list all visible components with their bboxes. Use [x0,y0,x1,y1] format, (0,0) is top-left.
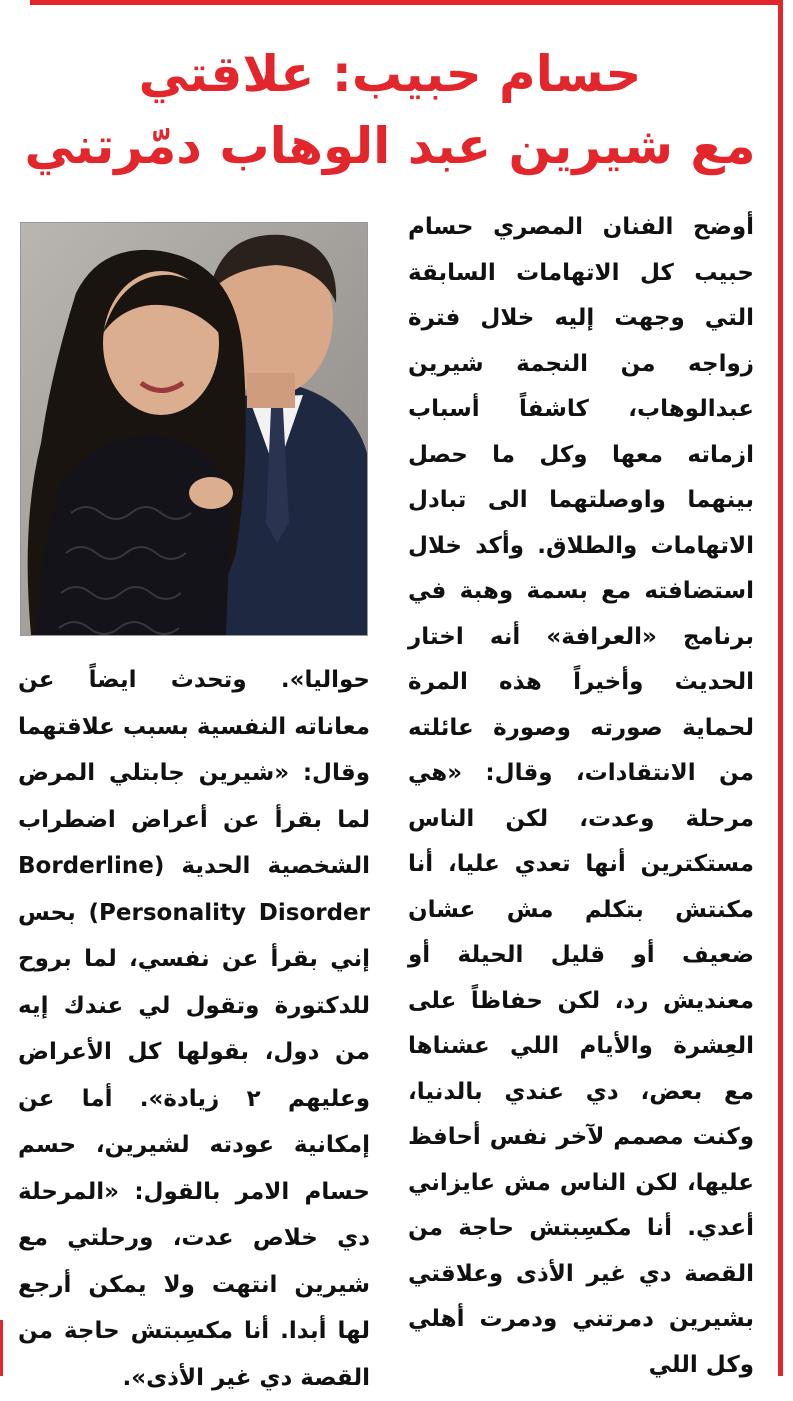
top-accent-rule [30,0,778,5]
couple-photo-icon [21,223,367,635]
article-column-right [408,205,754,1388]
headline-line-1: حسام حبيب: علاقتي [138,45,642,103]
article-body-right: أوضح الفنان المصري حسام حبيب كل الاتهامات السابقة التي وجهت إليه خلال فترة زواجه من النجمة شيرين عبدالوهاب، كاشفاً أسباب ازماته معها وكل ما حصل بينهما واوصلتهما الى تبادل الاتهامات والطلاق. وأكد خلال استضافته مع بسمة وهبة في برنامج «العرافة» أنه اختار الحديث وأخيراً هذه المرة لحماية صورته وصورة عائلته من الانتقادات، وقال: «هي مرحلة وعدت، لكن الناس مستكترين أنها تعدي عليا، أنا مكنتش بتكلم مش عشان ضعيف أو قليل الحيلة أو معنديش رد، لكن حفاظاً على العِشرة والأيام اللي عشناها مع بعض، دي عندي بالدنيا، وكنت مصمم لآخر نفس أحافظ عليها، لكن الناس مش عايزاني أعدي. أنا مكسِبتش حاجة من القصة دي غير الأذى وعلاقتي بشيرين دمرتني ودمرت أهلي وكل اللي [408,214,754,1378]
right-accent-rule [778,0,783,1376]
article-photo [20,222,368,636]
article-column-left [18,657,370,1401]
article-body-left: حواليا». وتحدث ايضاً عن معاناته النفسية بسبب علاقتهما وقال: «شيرين جابتلي المرض لما بقرأ عن أعراض اضطراب الشخصية الحدية (Borderline Personality Disorder) بحس إني بقرأ عن نفسي، لما بروح للدكتورة وتقول لي عندك إيه من دول، بقولها كل الأعراض وعليهم ٢ زيادة». أما عن إمكانية عودته لشيرين، حسم حسام الامر بالقول: «المرحلة دي خلاص عدت، ورحلتي مع شيرين انتهت ولا يمكن أرجع لها أبدا. أنا مكسِبتش حاجة من القصة دي غير الأذى». [18,667,370,1391]
article-headline [10,38,770,182]
left-accent-tick [0,1320,3,1376]
headline-line-2: مع شيرين عبد الوهاب دمّرتني [24,117,756,175]
